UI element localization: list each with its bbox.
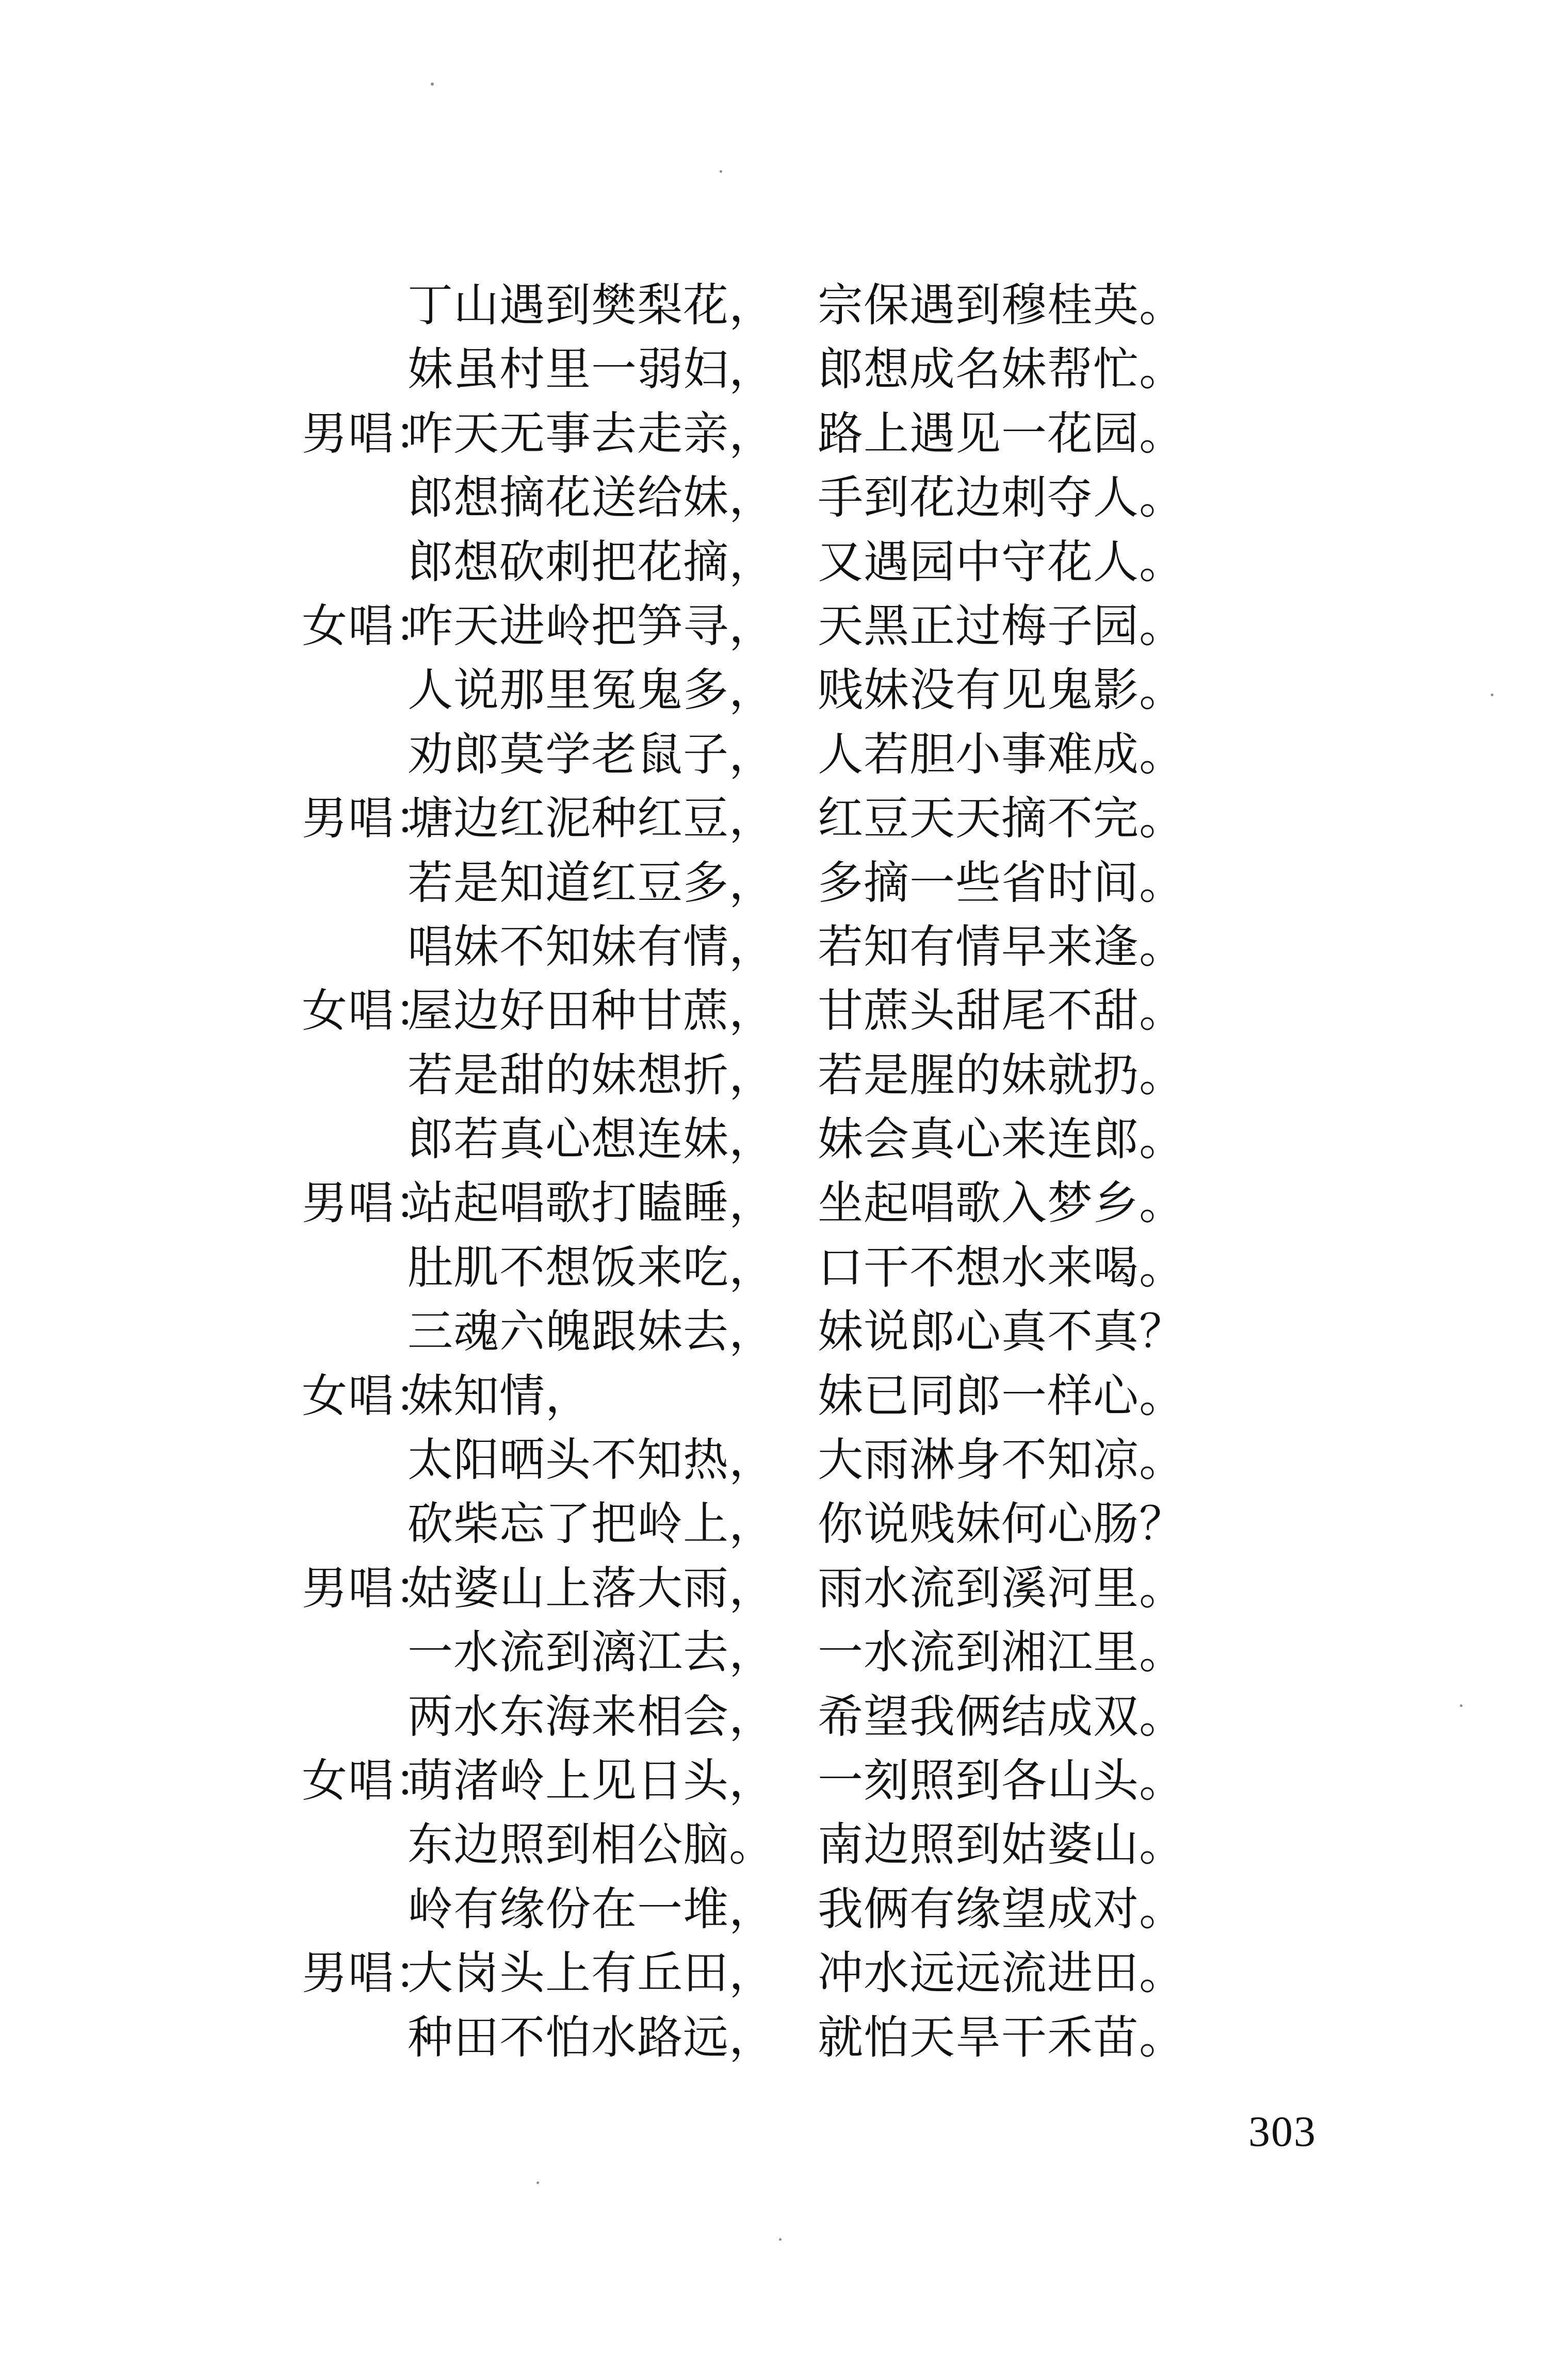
- second-half-line: 口干不想水来喝。: [818, 1240, 1185, 1294]
- first-half-line: 郎想砍刺把花摘，: [408, 535, 775, 588]
- second-half-line: 人若胆小事难成。: [818, 727, 1185, 781]
- lyric-line: [0, 1300, 1545, 1364]
- lyric-line: [0, 1107, 1545, 1171]
- lyric-line: [0, 2006, 1545, 2070]
- second-half-line: 妹说郎心真不真？: [818, 1305, 1185, 1358]
- lyric-line: [0, 851, 1545, 915]
- first-half-line: 屋边好田种甘蔗，: [408, 984, 775, 1038]
- first-half-line: 两水东海来相会，: [408, 1689, 775, 1743]
- first-half-line: 妹虽村里一弱妇，: [408, 342, 775, 396]
- first-half-line: 三魂六魄跟妹去，: [408, 1305, 775, 1358]
- singer-label: 女唱：: [302, 1753, 442, 1807]
- lyric-line: [0, 337, 1545, 401]
- second-half-line: 多摘一些省时间。: [818, 856, 1185, 909]
- lyric-line: [0, 723, 1545, 786]
- first-half-line: 东边照到相公脑。: [408, 1818, 775, 1872]
- lyric-line: [0, 1492, 1545, 1556]
- first-half-line: 太阳晒头不知热，: [408, 1433, 775, 1487]
- first-half-line: 塘边红泥种红豆，: [408, 792, 775, 845]
- lyric-line: [0, 402, 1545, 466]
- second-half-line: 贱妹没有见鬼影。: [818, 663, 1185, 717]
- second-half-line: 一水流到湘江里。: [818, 1626, 1185, 1679]
- scan-speck: [1491, 694, 1493, 696]
- scan-speck: [1460, 1704, 1462, 1707]
- second-half-line: 天黑正过梅子园。: [818, 599, 1185, 652]
- lyric-line: [0, 1877, 1545, 1941]
- first-half-line: 唱妹不知妹有情，: [408, 920, 775, 973]
- first-half-line: 若是甜的妹想折，: [408, 1048, 775, 1102]
- second-half-line: 妹会真心来连郎。: [818, 1112, 1185, 1166]
- second-half-line: 妹已同郎一样心。: [818, 1369, 1185, 1422]
- first-half-line: 若是知道红豆多，: [408, 856, 775, 909]
- first-half-line: 站起唱歌打瞌睡，: [408, 1176, 775, 1230]
- first-half-line: 姑婆山上落大雨，: [408, 1561, 775, 1615]
- first-half-line: 种田不怕水路远，: [408, 2010, 775, 2064]
- first-half-line: 大岗头上有丘田，: [408, 1946, 775, 2000]
- singer-label: 女唱：: [302, 1369, 442, 1422]
- second-half-line: 雨水流到溪河里。: [818, 1561, 1185, 1615]
- singer-label: 男唱：: [302, 1176, 442, 1230]
- lyric-line: [0, 1364, 1545, 1428]
- first-half-line: 砍柴忘了把岭上，: [408, 1497, 775, 1551]
- second-half-line: 甘蔗头甜尾不甜。: [818, 984, 1185, 1038]
- lyric-line: [0, 1171, 1545, 1235]
- first-half-line: 咋天进岭把笋寻，: [408, 599, 775, 652]
- second-half-line: 大雨淋身不知凉。: [818, 1433, 1185, 1487]
- second-half-line: 郎想成名妹帮忙。: [818, 342, 1185, 396]
- lyric-line: [0, 658, 1545, 722]
- second-half-line: 路上遇见一花园。: [818, 406, 1185, 460]
- second-half-line: 冲水远远流进田。: [818, 1946, 1185, 2000]
- song-lyrics: [0, 273, 1545, 2070]
- first-half-line: 咋天无事去走亲，: [408, 406, 775, 460]
- second-half-line: 若是腥的妹就扔。: [818, 1048, 1185, 1102]
- singer-label: 男唱：: [302, 1946, 442, 2000]
- singer-label: 男唱：: [302, 1561, 442, 1615]
- second-half-line: 希望我俩结成双。: [818, 1689, 1185, 1743]
- first-half-line: 人说那里冤鬼多，: [408, 663, 775, 717]
- lyric-line: [0, 1685, 1545, 1749]
- second-half-line: 红豆天天摘不完。: [818, 792, 1185, 845]
- first-half-line: 郎若真心想连妹，: [408, 1112, 775, 1166]
- scan-speck: [431, 83, 434, 86]
- second-half-line: 我俩有缘望成对。: [818, 1882, 1185, 1935]
- lyric-line: [0, 1556, 1545, 1620]
- lyric-line: [0, 273, 1545, 337]
- second-half-line: 坐起唱歌入梦乡。: [818, 1176, 1185, 1230]
- first-half-line: 郎想摘花送给妹，: [408, 471, 775, 524]
- first-half-line: 岭有缘份在一堆，: [408, 1882, 775, 1935]
- second-half-line: 就怕天旱干禾苗。: [818, 2010, 1185, 2064]
- singer-label: 男唱：: [302, 792, 442, 845]
- lyric-line: [0, 1749, 1545, 1813]
- first-half-line: 妹知情，: [408, 1369, 592, 1422]
- second-half-line: 又遇园中守花人。: [818, 535, 1185, 588]
- lyric-line: [0, 1043, 1545, 1107]
- singer-label: 女唱：: [302, 599, 442, 652]
- scan-speck: [779, 2238, 782, 2241]
- first-half-line: 萌渚岭上见日头，: [408, 1753, 775, 1807]
- second-half-line: 你说贱妹何心肠？: [818, 1497, 1185, 1551]
- second-half-line: 宗保遇到穆桂英。: [818, 278, 1185, 332]
- second-half-line: 手到花边刺夺人。: [818, 471, 1185, 524]
- singer-label: 女唱：: [302, 984, 442, 1038]
- lyric-line: [0, 1941, 1545, 2005]
- singer-label: 男唱：: [302, 406, 442, 460]
- lyric-line: [0, 1236, 1545, 1300]
- lyric-line: [0, 594, 1545, 658]
- scan-speck: [720, 170, 722, 173]
- second-half-line: 若知有情早来逢。: [818, 920, 1185, 973]
- scan-speck: [536, 2181, 539, 2184]
- lyric-line: [0, 1813, 1545, 1877]
- lyric-line: [0, 530, 1545, 594]
- lyric-line: [0, 1620, 1545, 1684]
- lyric-line: [0, 786, 1545, 850]
- second-half-line: 一刻照到各山头。: [818, 1753, 1185, 1807]
- lyric-line: [0, 1428, 1545, 1492]
- lyric-line: [0, 915, 1545, 979]
- first-half-line: 劝郎莫学老鼠子，: [408, 727, 775, 781]
- first-half-line: 肚肌不想饭来吃，: [408, 1240, 775, 1294]
- lyric-line: [0, 466, 1545, 530]
- first-half-line: 丁山遇到樊梨花，: [408, 278, 775, 332]
- first-half-line: 一水流到漓江去，: [408, 1626, 775, 1679]
- lyric-line: [0, 979, 1545, 1043]
- second-half-line: 南边照到姑婆山。: [818, 1818, 1185, 1872]
- page-number: 303: [1248, 2108, 1316, 2156]
